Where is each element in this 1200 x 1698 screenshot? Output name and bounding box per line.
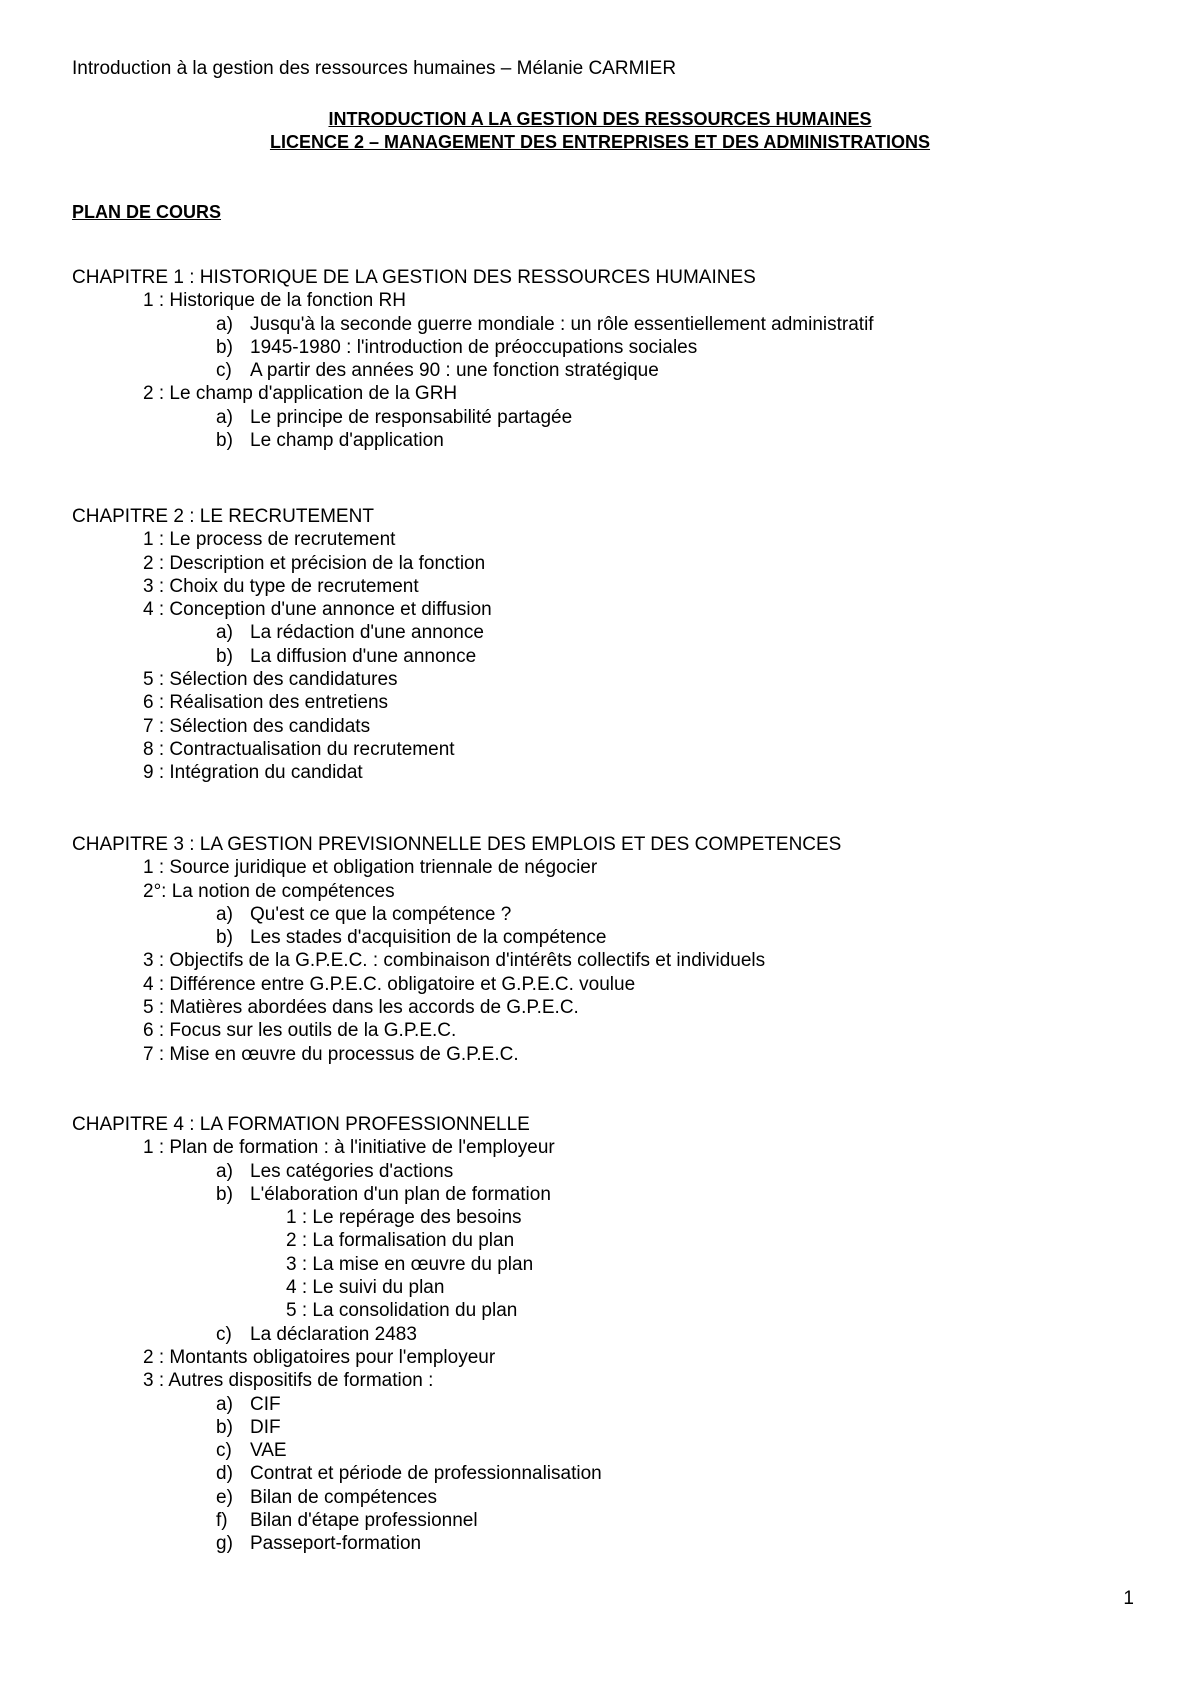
title-line-1: INTRODUCTION A LA GESTION DES RESSOURCES HUMAINES (328, 109, 872, 129)
outline-item-text: 7 : Sélection des candidats (143, 715, 371, 737)
outline-item-text: La déclaration 2483 (250, 1323, 417, 1345)
list-marker: g) (216, 1533, 233, 1555)
outline-item-text: Le champ d'application (250, 430, 444, 452)
outline-item-level-1 (72, 715, 1132, 738)
outline-item-level-3 (72, 1276, 1132, 1299)
outline-item-level-1 (72, 856, 1132, 879)
outline-item-text: CIF (250, 1393, 281, 1415)
outline-item-level-1 (72, 552, 1132, 575)
outline-item-level-2 (72, 903, 1132, 926)
outline-item-text: VAE (250, 1440, 287, 1462)
list-marker: e) (216, 1486, 233, 1508)
outline-item-text: 2 : Description et précision de la fonction (143, 552, 486, 574)
outline-item-level-2 (72, 1160, 1132, 1183)
outline-item-text: 1 : Le process de recrutement (143, 529, 396, 551)
outline-item-level-3 (72, 1206, 1132, 1229)
page-number: 1 (1123, 1588, 1134, 1609)
outline-item-level-3 (72, 1229, 1132, 1252)
outline-item-text: Bilan d'étape professionnel (250, 1510, 478, 1532)
chapter-title: CHAPITRE 2 : LE RECRUTEMENT (72, 506, 374, 527)
outline-item-text: 3 : Autres dispositifs de formation : (143, 1370, 434, 1392)
list-marker: b) (216, 1416, 233, 1438)
outline-item-level-1 (72, 1346, 1132, 1369)
outline-item-level-2 (72, 1439, 1132, 1462)
outline-item-level-1 (72, 1043, 1132, 1066)
chapter-title: CHAPITRE 3 : LA GESTION PREVISIONNELLE DES EMPLOIS ET DES COMPETENCES (72, 834, 842, 855)
outline-item-text: 3 : Choix du type de recrutement (143, 575, 419, 597)
outline-item-level-2 (72, 336, 1132, 359)
outline-item-level-1 (72, 880, 1132, 903)
outline-item-level-2 (72, 1486, 1132, 1509)
list-marker: c) (216, 1323, 232, 1345)
outline-item-level-1 (72, 598, 1132, 621)
list-marker: a) (216, 622, 233, 644)
outline-item-text: Les stades d'acquisition de la compétence (250, 927, 607, 949)
outline-item-text: 6 : Réalisation des entretiens (143, 692, 389, 714)
outline-item-text: 6 : Focus sur les outils de la G.P.E.C. (143, 1020, 457, 1042)
outline-item-text: DIF (250, 1416, 281, 1438)
list-marker: b) (216, 645, 233, 667)
outline-item-level-1 (72, 528, 1132, 551)
outline-item-text: 4 : Le suivi du plan (286, 1277, 445, 1299)
outline-item-level-1 (72, 575, 1132, 598)
outline-item-level-2 (72, 359, 1132, 382)
chapter-4 (72, 1113, 1132, 1556)
outline-item-text: Contrat et période de professionnalisation (250, 1463, 602, 1485)
outline-item-level-1 (72, 382, 1132, 405)
outline-item-level-1 (72, 1019, 1132, 1042)
outline-item-level-1 (72, 668, 1132, 691)
outline-item-level-2 (72, 621, 1132, 644)
list-marker: b) (216, 336, 233, 358)
outline-item-text: Qu'est ce que la compétence ? (250, 903, 512, 925)
outline-item-text: Passeport-formation (250, 1533, 422, 1555)
outline-item-text: 1945-1980 : l'introduction de préoccupations sociales (250, 336, 698, 358)
outline-item-text: 2 : Le champ d'application de la GRH (143, 383, 458, 405)
outline-item-text: Le principe de responsabilité partagée (250, 406, 573, 428)
document-title (0, 108, 1200, 154)
outline-item-text: 1 : Plan de formation : à l'initiative de l'employeur (143, 1137, 555, 1159)
outline-item-text: 7 : Mise en œuvre du processus de G.P.E.C. (143, 1043, 519, 1065)
list-marker: a) (216, 903, 233, 925)
outline-item-text: 5 : Matières abordées dans les accords de G.P.E.C. (143, 997, 579, 1019)
outline-item-text: A partir des années 90 : une fonction stratégique (250, 360, 659, 382)
list-marker: a) (216, 1160, 233, 1182)
chapter-title: CHAPITRE 4 : LA FORMATION PROFESSIONNELLE (72, 1114, 530, 1135)
outline-item-level-2 (72, 926, 1132, 949)
outline-item-level-2 (72, 645, 1132, 668)
list-marker: c) (216, 360, 232, 382)
chapter-title: CHAPITRE 1 : HISTORIQUE DE LA GESTION DES RESSOURCES HUMAINES (72, 267, 756, 288)
list-marker: c) (216, 1440, 232, 1462)
outline-item-text: 2 : Montants obligatoires pour l'employeur (143, 1346, 496, 1368)
list-marker: b) (216, 1183, 233, 1205)
list-marker: a) (216, 313, 233, 335)
list-marker: f) (216, 1510, 228, 1532)
outline-item-text: 1 : Le repérage des besoins (286, 1207, 522, 1229)
outline-item-text: La diffusion d'une annonce (250, 645, 477, 667)
outline-item-level-3 (72, 1253, 1132, 1276)
running-header: Introduction à la gestion des ressources humaines – Mélanie CARMIER (72, 58, 677, 79)
outline-item-level-1 (72, 1136, 1132, 1159)
outline-item-level-1 (72, 738, 1132, 761)
outline-item-text: 5 : Sélection des candidatures (143, 669, 398, 691)
outline-item-level-2 (72, 1323, 1132, 1346)
outline-item-level-2 (72, 313, 1132, 336)
outline-item-text: 8 : Contractualisation du recrutement (143, 738, 455, 760)
outline-item-text: Bilan de compétences (250, 1486, 437, 1508)
outline-item-level-1 (72, 289, 1132, 312)
outline-item-text: 3 : La mise en œuvre du plan (286, 1253, 534, 1275)
list-marker: b) (216, 430, 233, 452)
outline-item-text: Jusqu'à la seconde guerre mondiale : un rôle essentiellement administratif (250, 313, 874, 335)
outline-item-level-1 (72, 996, 1132, 1019)
outline-item-level-1 (72, 761, 1132, 784)
outline-item-text: 3 : Objectifs de la G.P.E.C. : combinaison d'intérêts collectifs et individuels (143, 950, 766, 972)
outline-item-text: 1 : Historique de la fonction RH (143, 290, 406, 312)
plan-title: PLAN DE COURS (72, 202, 222, 222)
outline-item-level-1 (72, 691, 1132, 714)
outline-item-level-2 (72, 1462, 1132, 1485)
outline-item-level-2 (72, 1393, 1132, 1416)
outline-item-text: 2 : La formalisation du plan (286, 1230, 515, 1252)
outline-item-text: 9 : Intégration du candidat (143, 762, 363, 784)
outline-item-level-2 (72, 1416, 1132, 1439)
outline-item-text: 4 : Différence entre G.P.E.C. obligatoire et G.P.E.C. voulue (143, 973, 636, 995)
outline-item-level-1 (72, 973, 1132, 996)
outline-item-level-2 (72, 1509, 1132, 1532)
outline-item-text: 4 : Conception d'une annonce et diffusion (143, 599, 492, 621)
title-line-2: LICENCE 2 – MANAGEMENT DES ENTREPRISES ET DES ADMINISTRATIONS (269, 132, 931, 152)
outline-item-text: La rédaction d'une annonce (250, 622, 484, 644)
chapter-3 (72, 833, 1132, 1066)
outline-item-level-2 (72, 1183, 1132, 1206)
outline-item-level-2 (72, 429, 1132, 452)
list-marker: b) (216, 927, 233, 949)
list-marker: d) (216, 1463, 233, 1485)
list-marker: a) (216, 406, 233, 428)
outline-item-level-1 (72, 949, 1132, 972)
outline-item-text: 1 : Source juridique et obligation triennale de négocier (143, 857, 598, 879)
outline-item-level-3 (72, 1299, 1132, 1322)
outline-item-text: L'élaboration d'un plan de formation (250, 1183, 551, 1205)
outline-item-text: 5 : La consolidation du plan (286, 1300, 518, 1322)
outline-item-level-2 (72, 1532, 1132, 1555)
outline-item-level-1 (72, 1369, 1132, 1392)
chapter-2 (72, 505, 1132, 785)
outline-item-text: Les catégories d'actions (250, 1160, 454, 1182)
outline-item-level-2 (72, 406, 1132, 429)
chapter-1 (72, 266, 1132, 452)
outline-item-text: 2°: La notion de compétences (143, 880, 395, 902)
list-marker: a) (216, 1393, 233, 1415)
